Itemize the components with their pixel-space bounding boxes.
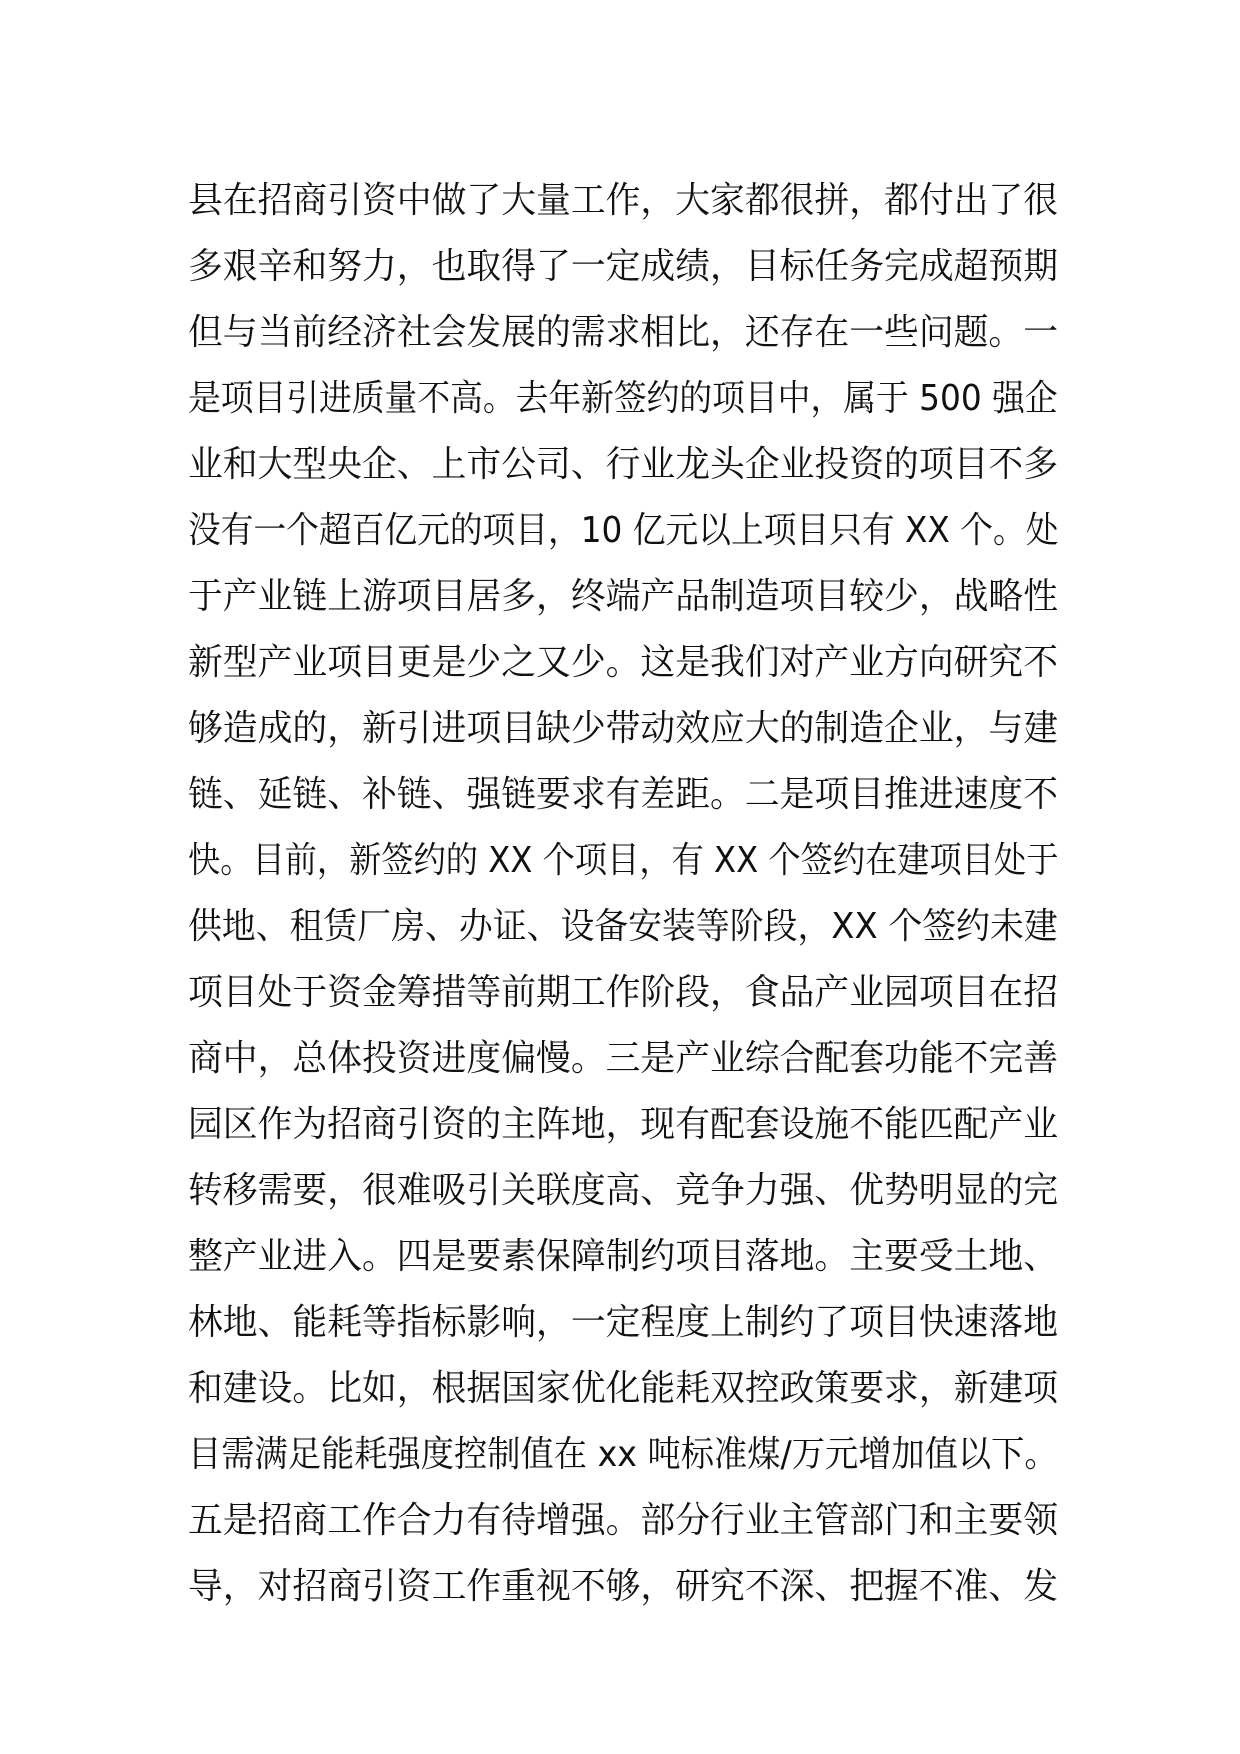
text-line: 于产业链上游项目居多，终端产品制造项目较少，战略性 (188, 576, 1059, 617)
text-line: 园区作为招商引资的主阵地，现有配套设施不能匹配产业 (188, 1104, 1059, 1145)
text-line: 目需满足能耗强度控制值在 xx 吨标准煤/万元增加值以下。 (188, 1434, 1058, 1475)
text-line: 没有一个超百亿元的项目，10 亿元以上项目只有 XX 个。处 (188, 510, 1059, 551)
text-line: 和建设。比如，根据国家优化能耗双控政策要求，新建项 (188, 1368, 1059, 1409)
text-line: 导，对招商引资工作重视不够，研究不深、把握不准、发 (188, 1566, 1059, 1607)
text-line: 五是招商工作合力有待增强。部分行业主管部门和主要领 (188, 1500, 1059, 1541)
text-line: 林地、能耗等指标影响，一定程度上制约了项目快速落地 (188, 1302, 1059, 1343)
text-line: 快。目前，新签约的 XX 个项目，有 XX 个签约在建项目处于 (188, 840, 1059, 881)
text-line: 新型产业项目更是少之又少。这是我们对产业方向研究不 (188, 642, 1059, 683)
body-text (188, 168, 1058, 1620)
text-line: 够造成的，新引进项目缺少带动效应大的制造企业，与建 (188, 708, 1059, 749)
text-line: 转移需要，很难吸引关联度高、竞争力强、优势明显的完 (188, 1170, 1059, 1211)
text-line: 供地、租赁厂房、办证、设备安装等阶段，XX 个签约未建 (188, 906, 1058, 947)
text-line: 县在招商引资中做了大量工作，大家都很拼，都付出了很 (188, 180, 1059, 221)
text-line: 多艰辛和努力，也取得了一定成绩，目标任务完成超预期 (188, 246, 1059, 287)
text-line: 整产业进入。四是要素保障制约项目落地。主要受土地、 (188, 1236, 1059, 1277)
text-line: 商中，总体投资进度偏慢。三是产业综合配套功能不完善 (188, 1038, 1059, 1079)
text-line: 业和大型央企、上市公司、行业龙头企业投资的项目不多 (188, 444, 1059, 485)
text-line: 但与当前经济社会发展的需求相比，还存在一些问题。一 (188, 312, 1059, 353)
text-line: 链、延链、补链、强链要求有差距。二是项目推进速度不 (188, 774, 1059, 815)
text-line: 是项目引进质量不高。去年新签约的项目中，属于 500 强企 (188, 378, 1058, 419)
text-line: 项目处于资金筹措等前期工作阶段，食品产业园项目在招 (188, 972, 1059, 1013)
